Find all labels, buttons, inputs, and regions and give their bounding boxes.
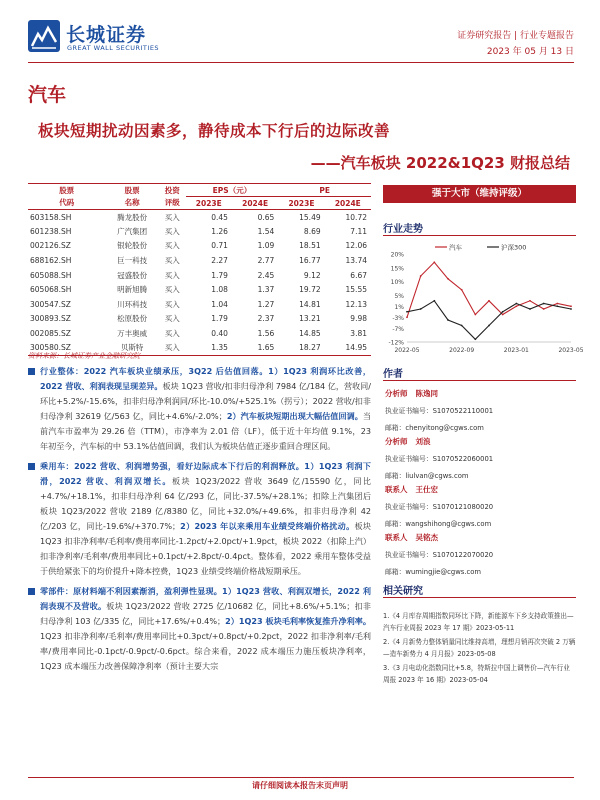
author-name: 陈逸同 xyxy=(415,389,438,398)
cell-pe24: 6.67 xyxy=(350,270,367,280)
cell-pe23: 19.72 xyxy=(299,285,321,295)
cell-pe23: 15.49 xyxy=(299,212,321,222)
x-tick-label: 2022-05 xyxy=(394,347,420,354)
cell-eps24: 1.37 xyxy=(257,285,275,295)
research-list xyxy=(383,610,576,688)
author-entry xyxy=(385,388,438,399)
series-point xyxy=(502,314,504,316)
table-row xyxy=(28,282,371,297)
series-point xyxy=(529,308,531,310)
cell-pe24: 14.95 xyxy=(325,341,371,356)
table-row xyxy=(28,253,371,268)
report-subtitle: ——汽车板块 2022&1Q23 财报总结 xyxy=(310,154,570,172)
logo-text-cn: 长城证券 xyxy=(66,24,147,46)
cell-eps24: 2.37 xyxy=(257,314,275,324)
author-entry xyxy=(385,484,438,495)
author-email[interactable]: 邮箱：wangshihong@cgws.com xyxy=(385,520,492,528)
cell-code: 300580.SZ xyxy=(28,341,105,356)
cell-name: 冠盛股份 xyxy=(117,270,148,280)
summary-parts: 零部件：原材料端不利因素渐消，盈利弹性显现。1）1Q23 营收、利润双增长，2022 利润表现不及营收。板块 1Q23/2022 营收 2725 亿/10682 亿，同比+8.6%/+5.1%；扣非归母净利 103 亿/335 亿，同比+17.6%/+0.4%；2）1Q23 板块毛利率恢复推升净利率。1Q23 扣非净利率/毛利率/费用率同比+0.3pct/+0.8pct/+0.2pct，2022 扣非净利率/毛利率/费用率同比-0.1pct/-0.9pct/-0.6pct。综合来看，2022 成本端压力施压板块净利率，1Q23 成本端压力改善保障净利率（预计主要大宗 xyxy=(28,584,371,674)
cell-name: 广汽集团 xyxy=(117,226,148,236)
cell-code: 601238.SH xyxy=(30,226,72,236)
cell-eps23: 2.27 xyxy=(211,256,228,266)
x-tick-label: 2023-05 xyxy=(558,347,584,354)
summary-passenger: 乘用车：2022 营收、利润增势强，看好边际成本下行后的利润释放。1）1Q23 利润下滑，2022 营收、利润双增长。板块 1Q23/2022 营收 3649 亿/15590 亿，同比+4.7%/+18.1%，扣非归母净利 64 亿/293 亿，同比-37.5%/+28.1%；扣除上汽集团后板块 1Q23/2022 营收 2189 亿/8380 亿，同比+32.0%/+49.6%，扣非归母净利 42 亿/203 亿，同比-19.6%/+370.7%；2）2023 年以来乘用车业绩受终端价格扰动。板块 1Q23 扣非净利率/毛利率/费用率同比-1.2pct/+2.0pct/+1.9pct，板块 2022（扣除上汽）扣非净利率/毛利率/费用率同比+0.1pct/+2.8pct/-0.4pct。整体看，2022 乘用车整体受益于供给紧张下的均价提升+降本控费，1Q23 业绩受终端价格战短期承压。 xyxy=(28,459,371,579)
footer-disclaimer: 请仔细阅读本报告末页声明 xyxy=(252,781,348,790)
table-row xyxy=(28,326,371,341)
author-email[interactable]: 邮箱：chenyitong@cgws.com xyxy=(385,424,484,432)
author-email[interactable]: 邮箱：wumingjie@cgws.com xyxy=(385,568,481,576)
cell-rating: 买入 xyxy=(164,212,180,222)
series-point xyxy=(433,261,435,263)
report-date: 2023 年 05 月 13 日 xyxy=(486,47,574,57)
series-point xyxy=(502,311,504,313)
cell-eps24: 2.77 xyxy=(257,256,275,266)
company-logo xyxy=(28,18,178,54)
table-row xyxy=(28,224,371,239)
th-eps-2023: 2023E xyxy=(186,197,232,210)
cell-eps23: 0.40 xyxy=(211,329,228,339)
cell-rating: 买入 xyxy=(164,285,180,295)
cell-pe24: 9.98 xyxy=(350,314,367,324)
research-item[interactable]: 3.《3 月电动化指数同比+5.8，特斯拉中国上调售价—汽车行业周报 2023 年 16 期》2023-05-04 xyxy=(383,664,570,684)
series-point xyxy=(474,338,476,340)
author-name: 王仕宏 xyxy=(415,485,438,494)
th-pe-2023: 2023E xyxy=(278,197,324,210)
report-type: 证券研究报告 | 行业专题报告 xyxy=(457,31,574,41)
series-point xyxy=(433,300,435,302)
series-point xyxy=(420,275,422,277)
cell-eps24: 1.54 xyxy=(257,226,275,236)
cell-eps24: 1.65 xyxy=(232,341,278,356)
cell-pe24: 3.81 xyxy=(350,329,367,339)
series-point xyxy=(447,278,449,280)
author-role: 分析师 xyxy=(385,389,408,398)
cell-eps24: 2.45 xyxy=(257,270,275,280)
author-role: 联系人 xyxy=(385,485,408,494)
table-row xyxy=(28,239,371,254)
series-point xyxy=(570,308,572,310)
cell-eps23: 1.26 xyxy=(211,226,228,236)
report-title: 板块短期扰动因素多，静待成本下行后的边际改善 xyxy=(38,122,391,140)
research-item[interactable]: 1.《4 月库存周期指数同环比下降，新能源车下乡支持政策推出—汽车行业周报 2023 年 17 期》2023-05-11 xyxy=(383,612,574,632)
research-divider xyxy=(383,597,576,598)
th-pe-2024: 2024E xyxy=(325,197,371,210)
th-pe: PE xyxy=(278,184,371,197)
cell-rating: 买入 xyxy=(164,241,180,251)
series-point xyxy=(556,305,558,307)
cell-pe24: 12.13 xyxy=(345,299,367,309)
cell-eps24: 1.27 xyxy=(257,299,275,309)
cell-eps24: 1.09 xyxy=(257,241,275,251)
industry-trend-chart xyxy=(383,240,584,360)
series-line-1 xyxy=(407,301,571,340)
cell-rating: 买入 xyxy=(164,256,180,266)
cell-rating: 买入 xyxy=(164,226,180,236)
cell-eps23: 0.71 xyxy=(211,241,228,251)
author-role: 联系人 xyxy=(385,533,408,542)
y-tick-label: -7% xyxy=(392,325,404,333)
cell-rating: 买入 xyxy=(164,329,180,339)
cell-name: 明新旭腾 xyxy=(117,285,148,295)
logo-text-en: GREAT WALL SECURITIES xyxy=(67,44,160,52)
cell-code: 605088.SH xyxy=(30,270,72,280)
cell-pe23: 9.12 xyxy=(303,270,321,280)
series-point xyxy=(447,319,449,321)
rating-badge: 强于大市（维持评级） xyxy=(383,185,576,203)
authors-heading: 作者 xyxy=(383,369,403,380)
cell-pe23: 14.81 xyxy=(299,299,321,309)
cell-code: 300547.SZ xyxy=(30,299,71,309)
series-point xyxy=(570,305,572,307)
summary-industry: 行业整体：2022 汽车板块业绩承压，3Q22 后估值回落。1）1Q23 利润环比改善，2022 营收、利润表现呈现差异。板块 1Q23 营收/扣非归母净利 7984 亿/184 亿，营收同/环比+5.2%/-15.6%，扣非归母净利润同/环比-10.0%/+525.1%（拐亏）；2022 营收/扣非归母净利 32619 亿/563 亿，同比+4.6%/-2.0%；2）汽车板块短期出现大幅估值回调。当前汽车市盈率为 29.26 倍（TTM），市净率为 2.01 倍（LF），低于近十年均值 9.1%，23 年初至今，汽车标的中 53.1%估值回调，我们认为板块估值正逐步重回合理区间。 xyxy=(28,364,371,454)
series-point xyxy=(556,303,558,305)
cell-name: 腾龙股份 xyxy=(117,212,148,222)
th-eps: EPS（元） xyxy=(186,184,279,197)
research-heading: 相关研究 xyxy=(383,586,423,597)
cell-eps24: 0.65 xyxy=(257,212,275,222)
cell-eps23: 1.79 xyxy=(211,314,228,324)
author-name: 刘浪 xyxy=(415,437,431,446)
author-email[interactable]: 邮箱：liulvan@cgws.com xyxy=(385,472,469,480)
th-rating2: 评级 xyxy=(159,197,186,210)
y-tick-label: -3% xyxy=(392,314,404,322)
th-name2: 名称 xyxy=(105,197,158,210)
trend-divider xyxy=(383,235,576,236)
cell-eps23: 0.45 xyxy=(211,212,228,222)
author-license: 执业证书编号：S1070121080020 xyxy=(385,503,494,511)
series-line-0 xyxy=(407,262,571,317)
th-rating: 投资 xyxy=(159,184,186,197)
cell-rating: 买入 xyxy=(164,299,180,309)
series-point xyxy=(474,314,476,316)
author-role: 分析师 xyxy=(385,437,408,446)
cell-eps23: 1.79 xyxy=(211,270,228,280)
cell-pe24: 13.74 xyxy=(345,256,367,266)
cell-code: 300893.SZ xyxy=(30,314,71,324)
table-row xyxy=(28,210,371,225)
footer-divider xyxy=(28,777,574,778)
header-divider xyxy=(28,62,574,63)
report-meta xyxy=(457,28,574,60)
series-point xyxy=(406,316,408,318)
y-tick-label: -12% xyxy=(388,339,404,347)
cell-code: 002085.SZ xyxy=(30,329,71,339)
trend-heading: 行业走势 xyxy=(383,224,423,235)
cell-eps23: 1.04 xyxy=(211,299,228,309)
y-tick-label: 10% xyxy=(390,279,404,286)
cell-pe24: 7.11 xyxy=(350,226,367,236)
legend-label-hs300: 沪深300 xyxy=(501,243,527,252)
cell-code: 605068.SH xyxy=(30,285,72,295)
author-entry xyxy=(385,532,438,543)
y-tick-label: 1% xyxy=(394,303,404,311)
th-code2: 代码 xyxy=(28,197,105,210)
cell-name: 贝斯特 xyxy=(105,341,158,356)
cell-pe24: 10.72 xyxy=(345,212,367,222)
authors-divider xyxy=(383,380,576,381)
author-license: 执业证书编号：S1070522110001 xyxy=(385,407,494,415)
cell-pe23: 18.27 xyxy=(278,341,324,356)
great-wall-logo-icon xyxy=(28,20,60,52)
cell-pe23: 8.69 xyxy=(303,226,321,236)
cell-pe24: 15.55 xyxy=(345,285,367,295)
stock-table xyxy=(28,183,371,356)
series-point xyxy=(420,308,422,310)
th-name: 股票 xyxy=(105,184,158,197)
cell-name: 银轮股份 xyxy=(117,241,148,251)
table-row xyxy=(28,297,371,312)
author-name: 吴铭杰 xyxy=(415,533,438,542)
cell-rating: 买入 xyxy=(164,314,180,324)
cell-code: 688162.SH xyxy=(30,256,72,266)
cell-eps23: 1.08 xyxy=(211,285,228,295)
y-tick-label: 20% xyxy=(390,251,404,259)
cell-eps23: 1.35 xyxy=(186,341,232,356)
cell-pe24: 12.06 xyxy=(345,241,367,251)
y-tick-label: 5% xyxy=(394,292,404,300)
author-license: 执业证书编号：S1070522060001 xyxy=(385,455,494,463)
author-license: 执业证书编号：S1070122070020 xyxy=(385,551,494,559)
series-point xyxy=(488,300,490,302)
series-point xyxy=(406,311,408,313)
cell-pe23: 13.21 xyxy=(299,314,321,324)
author-entry xyxy=(385,436,431,447)
th-eps-2024: 2024E xyxy=(232,197,278,210)
series-point xyxy=(488,325,490,327)
series-point xyxy=(543,303,545,305)
series-point xyxy=(461,289,463,291)
cell-eps24: 1.56 xyxy=(257,329,275,339)
series-point xyxy=(461,325,463,327)
cell-name: 川环科技 xyxy=(117,299,148,309)
series-point xyxy=(529,300,531,302)
cell-name: 万丰奥威 xyxy=(117,329,148,339)
cell-pe23: 14.85 xyxy=(299,329,321,339)
cell-rating: 买入 xyxy=(159,341,186,356)
y-tick-label: 15% xyxy=(390,265,404,273)
table-row xyxy=(28,312,371,327)
x-tick-label: 2022-09 xyxy=(449,347,475,354)
series-point xyxy=(543,308,545,310)
table-row xyxy=(28,268,371,283)
series-point xyxy=(515,305,517,307)
cell-rating: 买入 xyxy=(164,270,180,280)
cell-code: 002126.SZ xyxy=(30,241,71,251)
cell-code: 603158.SH xyxy=(30,212,72,222)
cell-name: 巨一科技 xyxy=(117,256,148,266)
research-item[interactable]: 2.《4 月新势力整体销量同比维持高增，理想月销再次突破 2 万辆—造车新势力 4 月月报》2023-05-08 xyxy=(383,638,576,658)
cell-pe23: 16.77 xyxy=(299,256,321,266)
industry-label: 汽车 xyxy=(28,84,67,106)
trend-chart-svg xyxy=(383,240,584,360)
legend-label-auto: 汽车 xyxy=(449,243,462,252)
x-tick-label: 2023-01 xyxy=(503,347,529,354)
cell-name: 松原股份 xyxy=(117,314,148,324)
cell-pe23: 18.51 xyxy=(299,241,321,251)
table-source: 资料来源：长城证券产业金融研究院 xyxy=(28,352,140,360)
th-code: 股票 xyxy=(28,184,105,197)
series-point xyxy=(515,303,517,305)
report-body xyxy=(28,364,371,679)
